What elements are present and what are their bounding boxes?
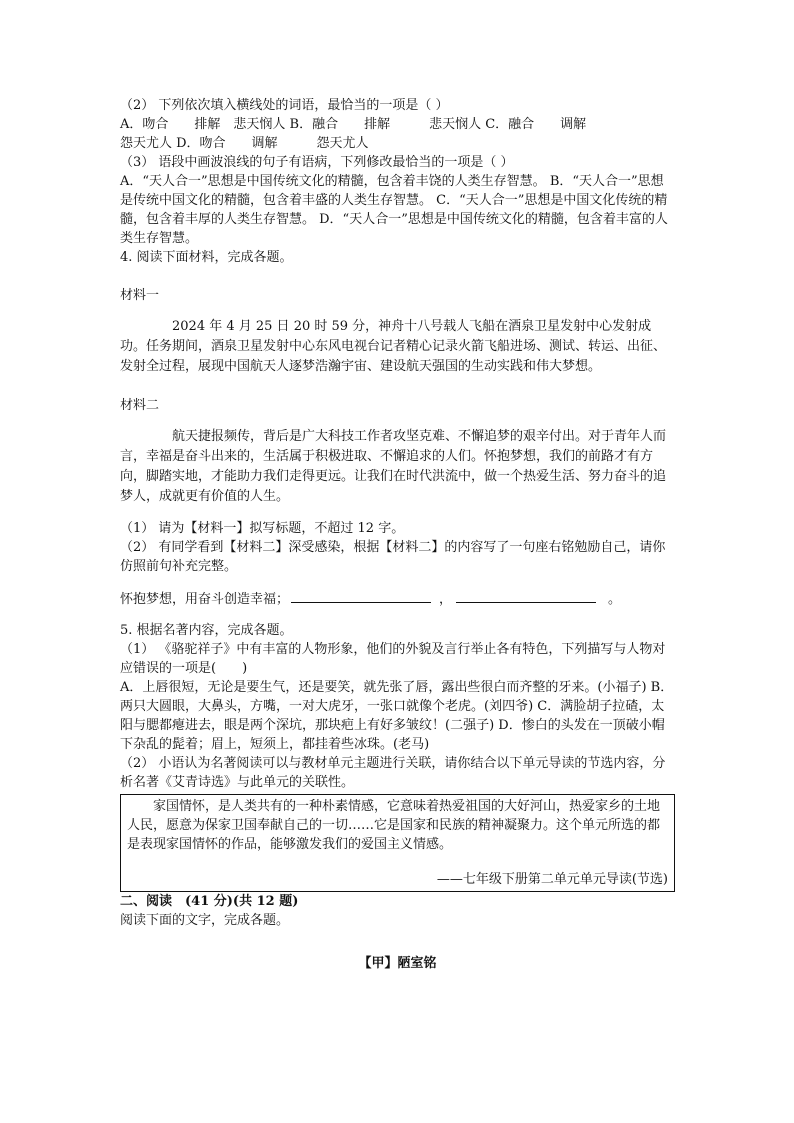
material1-label: 材料一 — [120, 288, 160, 303]
section2-heading: 二、阅读 (41 分)(共 12 题) — [120, 894, 299, 909]
material1-text: 2024 年 4 月 25 日 20 时 59 分，神舟十八号载人飞船在酒泉卫星发射中心发射成功。任务期间，酒泉卫星发射中心东风电视台记者精心记录火箭飞船进场、测试、转运、出征、发射全过程，展现中国航天人逐梦浩瀚宇宙、建设航天强国的生动实践和伟大梦想。 — [120, 319, 667, 374]
q5-heading: 5. 根据名著内容，完成各题。 — [120, 623, 293, 638]
q5-sub2-prompt: （2） 小语认为名著阅读可以与教材单元主题进行关联，请你结合以下单元导读的节选内容，分析名著《艾青诗选》与此单元的关联性。 — [120, 756, 666, 790]
section2-instruction: 阅读下面的文字，完成各题。 — [120, 913, 290, 928]
document-page — [120, 96, 675, 971]
q3-sub2-options-line1: A．吻合 排解 悲天悯人 B．融合 排解 悲天悯人 C．融合 调解 — [120, 117, 587, 132]
material2-label: 材料二 — [120, 398, 160, 413]
material2-text: 航天捷报频传，背后是广大科技工作者攻坚克难、不懈追梦的艰辛付出。对于青年人而言，幸福是奋斗出来的，生活属于积极进取、不懈追求的人们。怀抱梦想，我们的前路才有方向，脚踏实地，才能助力我们走得更远。让我们在时代洪流中，做一个热爱生活、努力奋斗的追梦人，成就更有价值的人生。 — [120, 429, 667, 504]
q3-sub3-prompt: （3） 语段中画波浪线的句子有语病，下列修改最恰当的一项是（ ） — [120, 155, 514, 170]
q4-sub1: （1） 请为【材料一】拟写标题，不超过 12 字。 — [120, 521, 405, 536]
motto-blank-1[interactable] — [291, 588, 431, 603]
q3-sub2-prompt: （2） 下列依次填入横线处的词语，最恰当的一项是（ ） — [120, 98, 449, 113]
q4-heading: 4. 阅读下面材料，完成各题。 — [120, 250, 293, 265]
motto-end: 。 — [608, 592, 622, 607]
q3-sub3-options: A．“天人合一”思想是中国传统文化的精髓，包含着丰饶的人类生存智慧。 B．“天人合一”思想是传统中国文化的精髓，包含着丰盛的人类生存智慧。 C．“天人合一”思想是中国文化传统的精髓，包含着丰厚的人类生存智慧。 D．“天人合一”思想是中国传统文化的精髓，包含着丰富的人类生存智慧。 — [120, 174, 668, 246]
q3-sub2-options-line2: 怨天尤人 D．吻合 调解 怨天尤人 — [120, 136, 369, 151]
motto-comma: ， — [439, 592, 453, 607]
motto-line — [120, 588, 675, 609]
unit-guide-source: ——七年级下册第二单元单元导读(节选) — [436, 872, 668, 887]
motto-start: 怀抱梦想，用奋斗创造幸福； — [120, 592, 290, 607]
q5-sub1-options: A．上唇很短，无论是要生气，还是要笑，就先张了唇，露出些很白而齐整的牙来。(小福子) B．两只大圆眼，大鼻头，方嘴，一对大虎牙，一张口就像个老虎。(刘四爷) C．满脸胡子拉碴，太阳与腮都瘪进去，眼是两个深坑，那块疤上有好多皱纹！(二强子) D．惨白的头发在一顶破小帽下杂乱的髭着；眉上，短须上，都挂着些冰珠。(老马) — [120, 680, 674, 752]
q4-sub2: （2） 有同学看到【材料二】深受感染，根据【材料二】的内容写了一句座右铭勉励自己，请你仿照前句补充完整。 — [120, 540, 666, 574]
q5-sub1-prompt: （1） 《骆驼祥子》中有丰富的人物形象，他们的外貌及言行举止各有特色，下列描写与人物对应错误的一项是( ) — [120, 642, 666, 676]
unit-guide-box — [120, 794, 675, 892]
unit-guide-text: 家国情怀，是人类共有的一种朴素情感，它意味着热爱祖国的大好河山，热爱家乡的土地人民，愿意为保家卫国奉献自己的一切……它是国家和民族的精神凝聚力。这个单元所选的都是表现家国情怀的作品，能够激发我们的爱国主义情感。 — [127, 799, 661, 852]
passage-title: 【甲】陋室铭 — [358, 956, 437, 971]
motto-blank-2[interactable] — [456, 588, 596, 603]
